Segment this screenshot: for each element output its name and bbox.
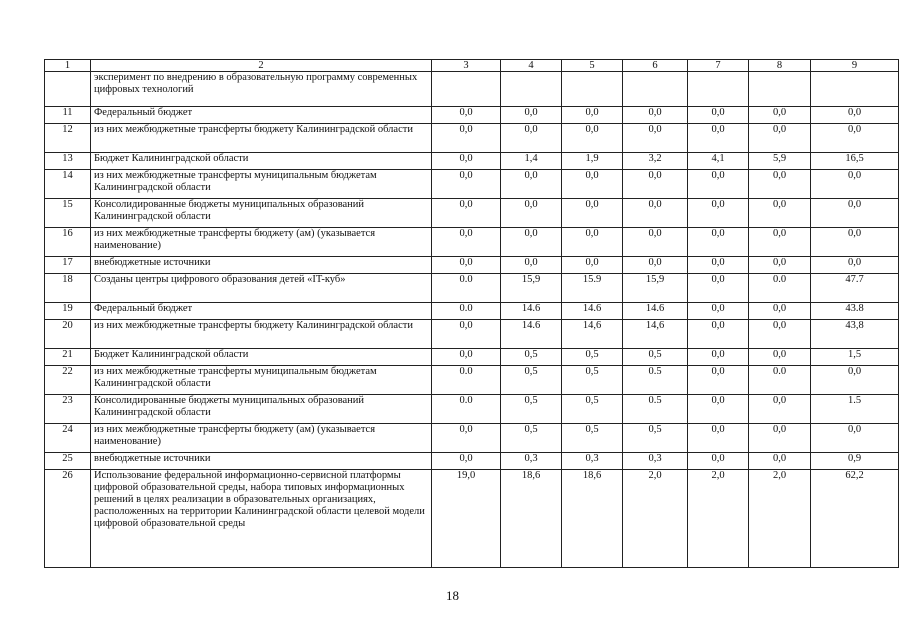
value-cell: 0,0 (432, 107, 501, 124)
value-cell: 14,6 (623, 320, 688, 349)
row-number: 19 (45, 303, 91, 320)
value-cell: 0.0 (749, 366, 811, 395)
column-header: 1 (45, 60, 91, 72)
value-cell: 0.0 (432, 395, 501, 424)
table-row (45, 320, 899, 349)
row-label: внебюджетные источники (91, 257, 432, 274)
row-number: 12 (45, 124, 91, 153)
value-cell: 0,0 (688, 303, 749, 320)
value-cell: 0,0 (501, 107, 562, 124)
column-header: 8 (749, 60, 811, 72)
value-cell: 0,0 (749, 124, 811, 153)
value-cell: 0,0 (811, 366, 899, 395)
value-cell: 47.7 (811, 274, 899, 303)
row-number: 14 (45, 170, 91, 199)
value-cell: 0,0 (688, 257, 749, 274)
value-cell: 0,0 (688, 124, 749, 153)
value-cell: 1,9 (562, 153, 623, 170)
row-label: из них межбюджетные трансферты бюджету Калининградской области (91, 124, 432, 153)
row-label: Федеральный бюджет (91, 303, 432, 320)
value-cell: 14,6 (562, 320, 623, 349)
value-cell: 0,9 (811, 453, 899, 470)
value-cell: 62,2 (811, 470, 899, 568)
value-cell: 2,0 (749, 470, 811, 568)
value-cell: 0,0 (623, 257, 688, 274)
value-cell: 0,3 (562, 453, 623, 470)
value-cell: 0.5 (623, 395, 688, 424)
value-cell: 18,6 (562, 470, 623, 568)
column-header: 3 (432, 60, 501, 72)
table-row (45, 349, 899, 366)
value-cell: 0.5 (623, 366, 688, 395)
value-cell: 0,0 (432, 320, 501, 349)
column-header: 7 (688, 60, 749, 72)
value-cell: 0,0 (562, 124, 623, 153)
row-number: 18 (45, 274, 91, 303)
row-label: из них межбюджетные трансферты муниципальным бюджетам Калининградской области (91, 170, 432, 199)
value-cell: 0,0 (749, 170, 811, 199)
value-cell: 0,0 (749, 395, 811, 424)
value-cell: 16,5 (811, 153, 899, 170)
value-cell: 0,5 (562, 366, 623, 395)
value-cell: 0,3 (501, 453, 562, 470)
table-body (45, 60, 899, 568)
value-cell: 0,0 (749, 199, 811, 228)
value-cell: 0,0 (749, 453, 811, 470)
value-cell: 0,0 (562, 170, 623, 199)
value-cell: 15,9 (623, 274, 688, 303)
value-cell: 0,0 (432, 228, 501, 257)
row-label: Использование федеральной информационно-сервисной платформы цифровой образовательной среды, набора типовых информационных решений в целях реализации в образовательных организациях, расположенных на территории Калининградской области целевой модели цифровой образовательной среды (91, 470, 432, 568)
value-cell: 2,0 (688, 470, 749, 568)
value-cell: 0,0 (749, 349, 811, 366)
value-cell: 0,5 (501, 395, 562, 424)
value-cell: 0,0 (749, 424, 811, 453)
value-cell (688, 72, 749, 107)
value-cell: 3,2 (623, 153, 688, 170)
value-cell: 43.8 (811, 303, 899, 320)
row-number: 23 (45, 395, 91, 424)
value-cell: 2,0 (623, 470, 688, 568)
value-cell: 0,0 (749, 107, 811, 124)
value-cell (623, 72, 688, 107)
budget-table (44, 59, 899, 568)
value-cell: 0,5 (562, 349, 623, 366)
value-cell: 0,0 (432, 349, 501, 366)
value-cell: 0,0 (811, 124, 899, 153)
header-row (45, 60, 899, 72)
row-number: 21 (45, 349, 91, 366)
value-cell: 14.6 (562, 303, 623, 320)
table-row (45, 424, 899, 453)
value-cell: 0,0 (811, 228, 899, 257)
table-row (45, 303, 899, 320)
value-cell: 0,5 (623, 424, 688, 453)
row-number: 22 (45, 366, 91, 395)
table-row (45, 124, 899, 153)
value-cell: 0,0 (749, 228, 811, 257)
value-cell (432, 72, 501, 107)
row-label: эксперимент по внедрению в образовательную программу современных цифровых технологий (91, 72, 432, 107)
row-number: 26 (45, 470, 91, 568)
value-cell: 43,8 (811, 320, 899, 349)
row-label: из них межбюджетные трансферты муниципальным бюджетам Калининградской области (91, 366, 432, 395)
value-cell: 0,0 (623, 124, 688, 153)
value-cell: 0.0 (432, 366, 501, 395)
value-cell: 0,0 (432, 257, 501, 274)
value-cell: 15,9 (501, 274, 562, 303)
row-label: Созданы центры цифрового образования детей «IT-куб» (91, 274, 432, 303)
value-cell: 0,5 (623, 349, 688, 366)
value-cell (501, 72, 562, 107)
value-cell: 0,0 (749, 320, 811, 349)
value-cell: 0,0 (688, 366, 749, 395)
row-number: 15 (45, 199, 91, 228)
value-cell: 18,6 (501, 470, 562, 568)
row-number: 25 (45, 453, 91, 470)
value-cell: 0,0 (688, 349, 749, 366)
value-cell: 0,0 (501, 124, 562, 153)
value-cell: 0,5 (562, 424, 623, 453)
value-cell: 1,4 (501, 153, 562, 170)
row-number: 16 (45, 228, 91, 257)
value-cell: 0,0 (501, 199, 562, 228)
value-cell: 0,0 (688, 170, 749, 199)
value-cell: 0,5 (501, 349, 562, 366)
value-cell: 0,0 (623, 228, 688, 257)
row-label: из них межбюджетные трансферты бюджету (ам) (указывается наименование) (91, 424, 432, 453)
table-row (45, 199, 899, 228)
value-cell: 1,5 (811, 349, 899, 366)
value-cell: 0,0 (688, 395, 749, 424)
row-number: 17 (45, 257, 91, 274)
value-cell: 0,0 (623, 107, 688, 124)
value-cell: 0.0 (749, 274, 811, 303)
value-cell (811, 72, 899, 107)
value-cell: 0,0 (432, 153, 501, 170)
column-header: 9 (811, 60, 899, 72)
value-cell: 0,0 (811, 424, 899, 453)
column-header: 6 (623, 60, 688, 72)
value-cell (562, 72, 623, 107)
value-cell: 0,5 (501, 424, 562, 453)
value-cell: 0,0 (811, 257, 899, 274)
row-number: 20 (45, 320, 91, 349)
value-cell: 0,0 (811, 107, 899, 124)
value-cell: 0,0 (501, 170, 562, 199)
value-cell: 0,0 (811, 199, 899, 228)
value-cell: 0,0 (688, 199, 749, 228)
table-row (45, 153, 899, 170)
value-cell: 0,0 (501, 257, 562, 274)
value-cell: 1.5 (811, 395, 899, 424)
value-cell: 0,0 (623, 170, 688, 199)
value-cell: 15.9 (562, 274, 623, 303)
row-label: Федеральный бюджет (91, 107, 432, 124)
row-label: Консолидированные бюджеты муниципальных образований Калининградской области (91, 395, 432, 424)
row-label: из них межбюджетные трансферты бюджету (ам) (указывается наименование) (91, 228, 432, 257)
value-cell: 0,0 (432, 199, 501, 228)
row-label: внебюджетные источники (91, 453, 432, 470)
value-cell: 0,0 (562, 199, 623, 228)
value-cell: 4,1 (688, 153, 749, 170)
value-cell: 0,0 (562, 228, 623, 257)
page-number: 18 (446, 588, 459, 603)
table-row (45, 170, 899, 199)
table-row (45, 453, 899, 470)
value-cell: 0,0 (432, 424, 501, 453)
row-number: 13 (45, 153, 91, 170)
column-header: 5 (562, 60, 623, 72)
value-cell: 14.6 (623, 303, 688, 320)
value-cell: 0,0 (688, 274, 749, 303)
value-cell: 0.0 (432, 303, 501, 320)
value-cell: 0,0 (749, 303, 811, 320)
value-cell: 0.0 (432, 274, 501, 303)
value-cell: 0,0 (432, 170, 501, 199)
table-row (45, 366, 899, 395)
row-label: Бюджет Калининградской области (91, 349, 432, 366)
value-cell: 0,0 (749, 257, 811, 274)
value-cell: 0,0 (562, 107, 623, 124)
table-row (45, 72, 899, 107)
table-row (45, 107, 899, 124)
table-row (45, 470, 899, 568)
row-number: 24 (45, 424, 91, 453)
value-cell: 0,0 (688, 424, 749, 453)
value-cell: 0,5 (501, 366, 562, 395)
row-label: Бюджет Калининградской области (91, 153, 432, 170)
value-cell: 5,9 (749, 153, 811, 170)
value-cell: 0,3 (623, 453, 688, 470)
value-cell: 0,0 (688, 320, 749, 349)
value-cell: 0,5 (562, 395, 623, 424)
value-cell: 0,0 (623, 199, 688, 228)
value-cell: 0,0 (501, 228, 562, 257)
column-header: 2 (91, 60, 432, 72)
row-number (45, 72, 91, 107)
value-cell: 0,0 (688, 453, 749, 470)
table-row (45, 274, 899, 303)
value-cell: 0,0 (688, 107, 749, 124)
column-header: 4 (501, 60, 562, 72)
row-label: Консолидированные бюджеты муниципальных образований Калининградской области (91, 199, 432, 228)
value-cell (749, 72, 811, 107)
row-number: 11 (45, 107, 91, 124)
table-row (45, 395, 899, 424)
value-cell: 0,0 (688, 228, 749, 257)
table-row (45, 228, 899, 257)
value-cell: 14.6 (501, 320, 562, 349)
value-cell: 19,0 (432, 470, 501, 568)
value-cell: 0,0 (432, 124, 501, 153)
value-cell: 14.6 (501, 303, 562, 320)
value-cell: 0,0 (811, 170, 899, 199)
table-row (45, 257, 899, 274)
value-cell: 0,0 (562, 257, 623, 274)
row-label: из них межбюджетные трансферты бюджету Калининградской области (91, 320, 432, 349)
value-cell: 0,0 (432, 453, 501, 470)
